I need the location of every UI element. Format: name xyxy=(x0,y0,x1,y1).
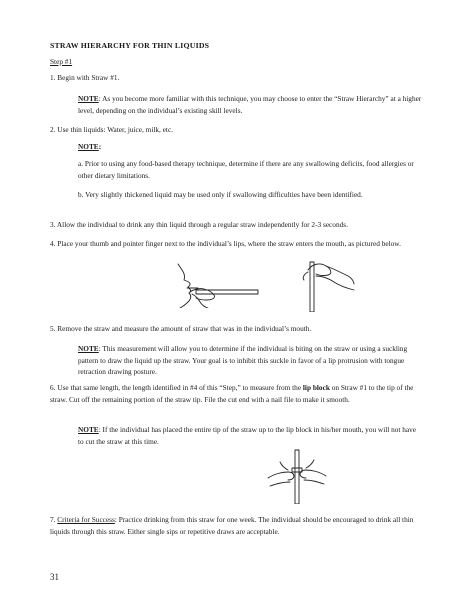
item-2: 2. Use thin liquids: Water, juice, milk, etc. xyxy=(50,125,174,134)
note-2a: a. Prior to using any food-based therapy technique, determine if there are any swallowing deficits, food allergies or other dietary limitations. xyxy=(78,159,414,180)
note-1-text: : As you become more familiar with this technique, you may choose to enter the “Straw Hierarchy” at a higher level, depending on the individual’s existing skill levels. xyxy=(78,94,422,115)
note-2b: b. Very slightly thickened liquid may be used only if swallowing difficulties have been identified. xyxy=(78,190,363,199)
note-5-label: NOTE xyxy=(78,344,99,353)
note-5-text: : This measurement will allow you to determine if the individual is biting on the straw or using a suckling pattern to draw the liquid up the straw. Your goal is to inhibit this suckle in favor of a lip protrusion with tongue retraction drawing posture. xyxy=(78,344,408,376)
page-title: STRAW HIERARCHY FOR THIN LIQUIDS xyxy=(50,41,210,50)
item-6-lip-block: lip block xyxy=(302,383,330,392)
item-6-text-a: 6. Use that same length, the length identified in #4 of this “Step,” to measure from the xyxy=(50,383,303,392)
note-1 xyxy=(78,93,422,116)
item-6-text-b: on Straw #1 to the tip of the straw. Cut off the remaining portion of the straw tip. File the cut end with a nail file to make it smooth. xyxy=(50,383,414,404)
item-7 xyxy=(50,514,422,537)
face-straw-illustration xyxy=(168,262,268,308)
page-number: 31 xyxy=(50,572,59,582)
item-7-text: : Practice drinking from this straw for one week. The individual should be encouraged to drink all thin liquids through this straw. Either single sips or repetitive draws are acceptable. xyxy=(50,515,414,536)
note-2-colon: : xyxy=(98,142,102,151)
step-label: Step #1 xyxy=(50,57,73,66)
item-1: 1. Begin with Straw #1. xyxy=(50,73,120,82)
note-2 xyxy=(78,141,422,153)
item-3: 3. Allow the individual to drink any thin liquid through a regular straw independently for 2-3 seconds. xyxy=(50,220,348,229)
lip-block-straw-illustration xyxy=(262,448,332,504)
note-6 xyxy=(78,424,422,447)
item-7-number: 7. xyxy=(50,515,58,524)
note-6-text: : If the individual has placed the entire tip of the straw up to the lip block in his/her mouth, you will not have to cut the straw at this time. xyxy=(78,425,417,446)
hand-straw-illustration xyxy=(290,256,356,312)
note-1-label: NOTE xyxy=(78,94,99,103)
item-6 xyxy=(50,382,422,405)
item-7-criteria-label: Criteria for Success xyxy=(57,515,115,524)
note-6-label: NOTE xyxy=(78,425,99,434)
note-2-label: NOTE xyxy=(78,142,99,151)
item-4: 4. Place your thumb and pointer finger next to the individual’s lips, where the straw enters the mouth, as pictured below. xyxy=(50,239,401,248)
item-5: 5. Remove the straw and measure the amount of straw that was in the individual’s mouth. xyxy=(50,324,312,333)
note-5 xyxy=(78,343,422,378)
